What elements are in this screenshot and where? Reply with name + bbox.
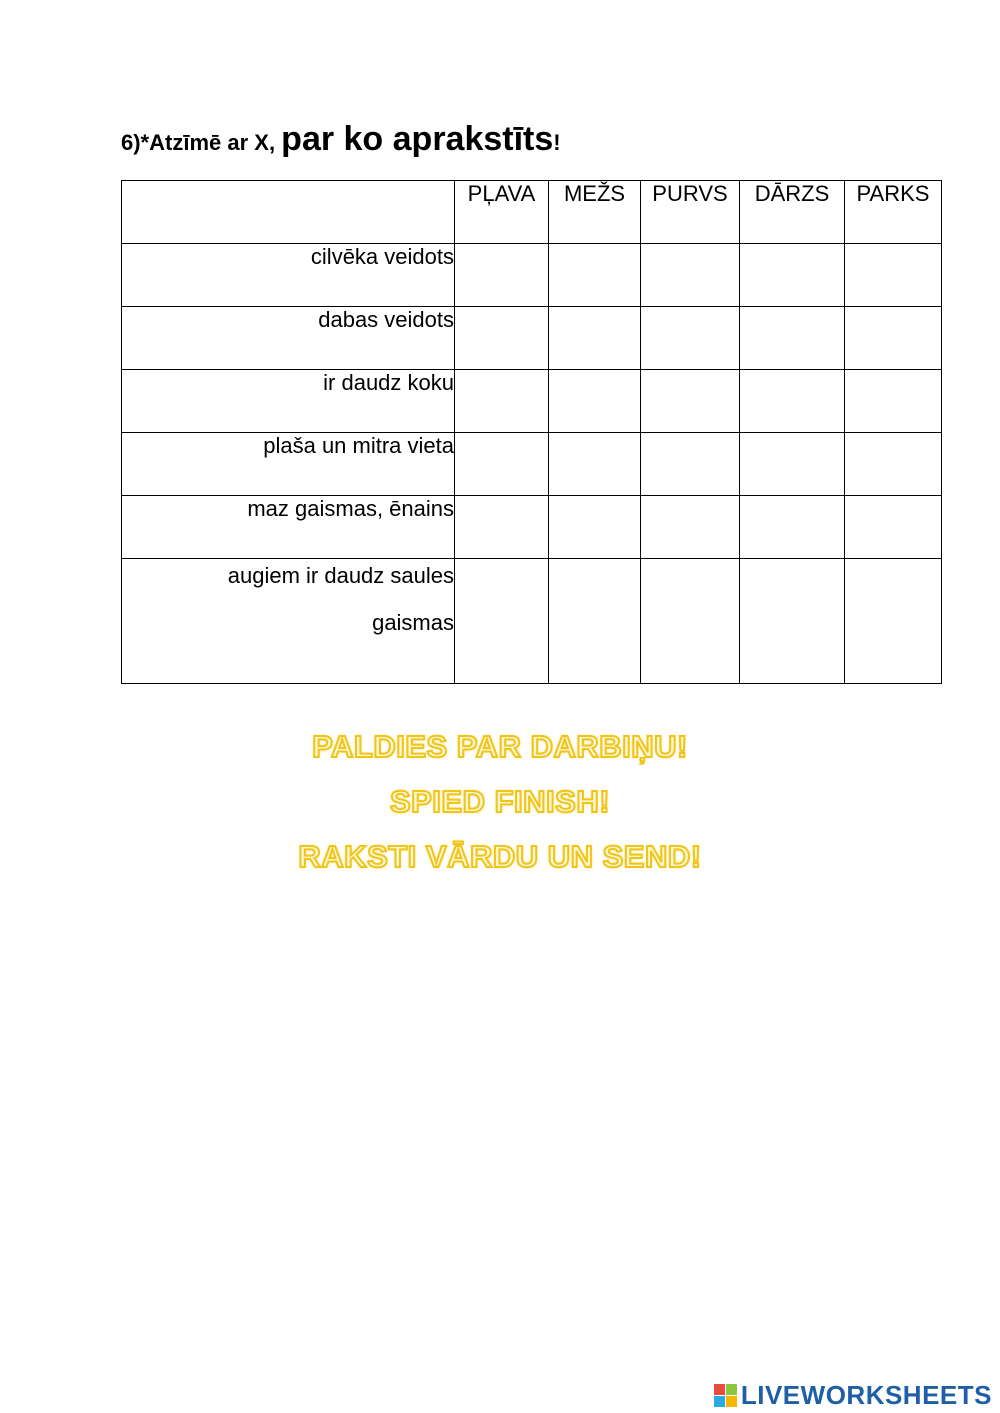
answer-cell[interactable]	[455, 307, 549, 370]
write-name-message: RAKSTI VĀRDU UN SEND!	[298, 839, 702, 874]
answer-cell[interactable]	[740, 307, 845, 370]
liveworksheets-logo-icon	[714, 1384, 737, 1407]
column-header-mezs: MEŽS	[549, 181, 641, 244]
answer-cell[interactable]	[455, 433, 549, 496]
answer-cell[interactable]	[845, 496, 942, 559]
answer-cell[interactable]	[641, 370, 740, 433]
answer-cell[interactable]	[549, 559, 641, 684]
row-label: ir daudz koku	[122, 370, 455, 433]
answer-table	[121, 180, 942, 684]
answer-cell[interactable]	[549, 370, 641, 433]
row-label	[122, 559, 455, 684]
row-label: maz gaismas, ēnains	[122, 496, 455, 559]
row-label: plaša un mitra vieta	[122, 433, 455, 496]
brand-name: LIVEWORKSHEETS	[740, 1380, 992, 1410]
row-label-line-2: gaismas	[372, 610, 454, 635]
thanks-message: PALDIES PAR DARBIŅU!	[312, 729, 688, 764]
press-finish-message: SPIED FINISH!	[389, 784, 611, 819]
answer-cell[interactable]	[455, 559, 549, 684]
answer-cell[interactable]	[845, 559, 942, 684]
answer-cell[interactable]	[845, 433, 942, 496]
answer-cell[interactable]	[740, 496, 845, 559]
column-header-darzs: DĀRZS	[740, 181, 845, 244]
liveworksheets-logo	[714, 1380, 992, 1411]
answer-cell[interactable]	[845, 244, 942, 307]
answer-cell[interactable]	[455, 496, 549, 559]
table-row	[122, 433, 942, 496]
table-row	[122, 307, 942, 370]
answer-cell[interactable]	[845, 307, 942, 370]
answer-cell[interactable]	[455, 244, 549, 307]
answer-cell[interactable]	[740, 559, 845, 684]
answer-cell[interactable]	[740, 244, 845, 307]
answer-cell[interactable]	[641, 496, 740, 559]
answer-cell[interactable]	[845, 370, 942, 433]
table-row	[122, 244, 942, 307]
title-suffix: !	[553, 130, 561, 155]
row-label-line-1: augiem ir daudz saules	[227, 563, 454, 588]
answer-cell[interactable]	[641, 433, 740, 496]
row-label: cilvēka veidots	[122, 244, 455, 307]
answer-cell[interactable]	[455, 370, 549, 433]
answer-cell[interactable]	[549, 433, 641, 496]
empty-corner-cell	[122, 181, 455, 244]
exercise-title	[121, 120, 561, 159]
answer-cell[interactable]	[549, 496, 641, 559]
table-row	[122, 559, 942, 684]
answer-cell[interactable]	[641, 559, 740, 684]
answer-cell[interactable]	[740, 370, 845, 433]
answer-cell[interactable]	[549, 307, 641, 370]
column-header-parks: PARKS	[845, 181, 942, 244]
row-label: dabas veidots	[122, 307, 455, 370]
answer-cell[interactable]	[641, 307, 740, 370]
answer-cell[interactable]	[740, 433, 845, 496]
answer-cell[interactable]	[641, 244, 740, 307]
column-header-purvs: PURVS	[641, 181, 740, 244]
answer-cell[interactable]	[549, 244, 641, 307]
column-header-plava: PĻAVA	[455, 181, 549, 244]
title-prefix: 6)*Atzīmē ar X,	[121, 130, 282, 155]
table-row	[122, 370, 942, 433]
title-main: par ko aprakstīts	[281, 120, 554, 158]
table-header-row	[122, 181, 942, 244]
